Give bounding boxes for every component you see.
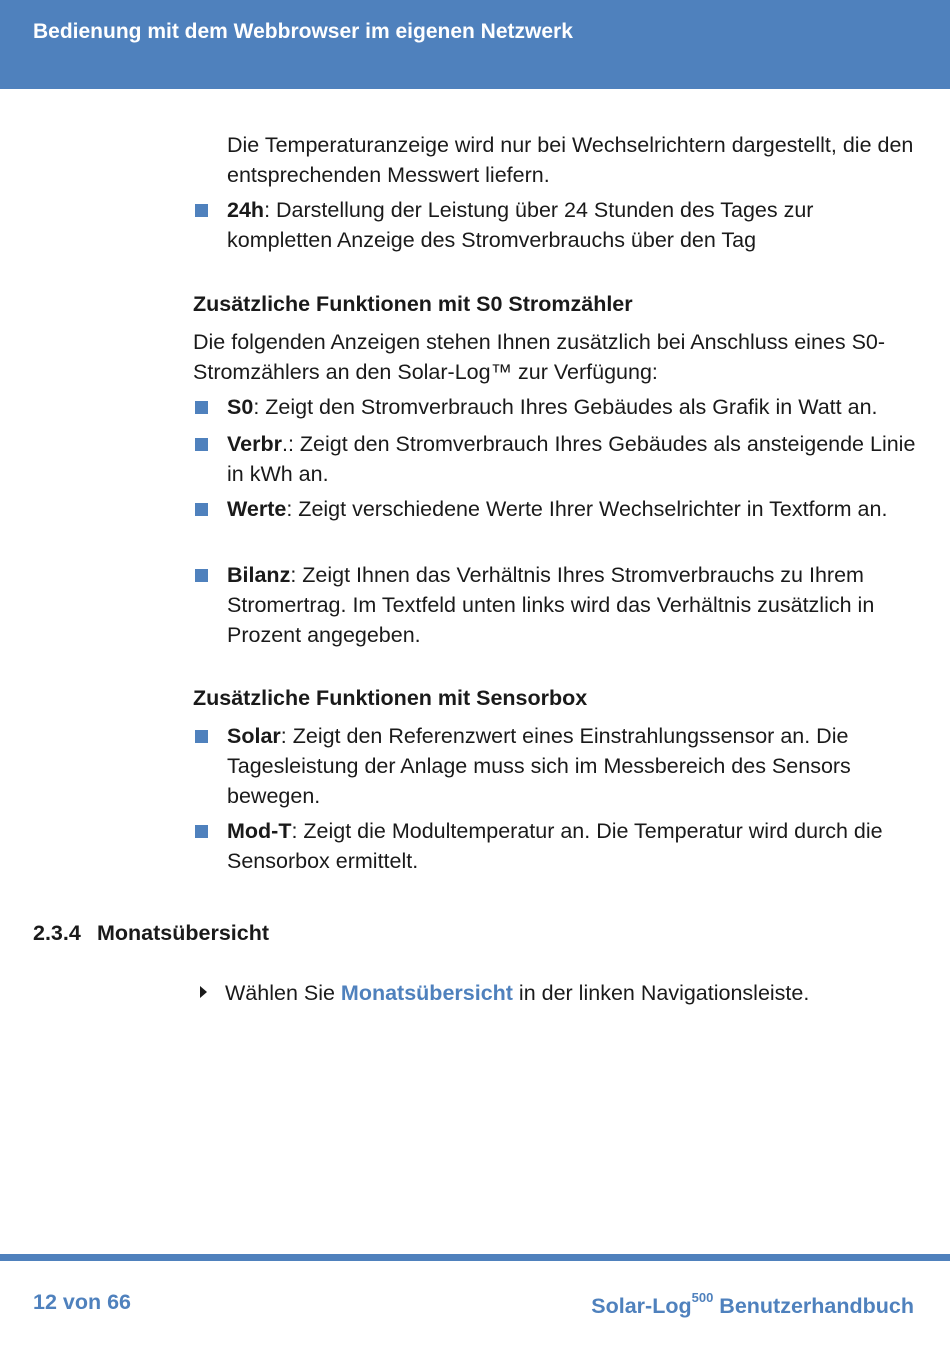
bullet-text: .: Zeigt den Stromverbrauch Ihres Gebäudes als ansteigende Linie in kWh an. bbox=[227, 432, 916, 486]
bullet-square-icon bbox=[195, 438, 208, 451]
action-suffix: in der linken Navigationsleiste. bbox=[512, 981, 810, 1005]
bullet-square-icon bbox=[195, 730, 208, 743]
action-prefix: Wählen Sie bbox=[225, 981, 341, 1005]
bullet-term: 24h bbox=[227, 198, 265, 222]
bullet-square-icon bbox=[195, 503, 208, 516]
bullet-square-icon bbox=[195, 204, 208, 217]
bullet-square-icon bbox=[195, 825, 208, 838]
section-title: Monatsübersicht bbox=[97, 921, 270, 945]
bullet-term: Verbr bbox=[227, 432, 282, 456]
bullet-text: : Zeigt den Referenzwert eines Einstrahlungssensor an. Die Tagesleistung der Anlage muss sich im Messbereich des Sensors bewegen. bbox=[227, 724, 851, 808]
footer-divider bbox=[0, 1254, 950, 1261]
product-model: 500 bbox=[691, 1290, 714, 1305]
page-header bbox=[0, 0, 950, 89]
bullet-text: : Zeigt den Stromverbrauch Ihres Gebäudes als Grafik in Watt an. bbox=[253, 395, 878, 419]
bullet-text: : Zeigt Ihnen das Verhältnis Ihres Stromverbrauchs zu Ihrem Stromertrag. Im Textfeld unten links wird das Verhältnis zusätzlich in Prozent angegeben. bbox=[227, 563, 875, 647]
bullet-text: : Darstellung der Leistung über 24 Stunden des Tages zur kompletten Anzeige des Stromverbrauchs über den Tag bbox=[227, 198, 814, 252]
footer-product bbox=[591, 1290, 914, 1319]
s0-intro: Die folgenden Anzeigen stehen Ihnen zusätzlich bei Anschluss eines S0-Stromzählers an den Solar-Log™ zur Verfügung: bbox=[193, 330, 886, 384]
page-number: 12 von 66 bbox=[33, 1290, 131, 1314]
sensor-heading: Zusätzliche Funktionen mit Sensorbox bbox=[193, 686, 588, 710]
bullet-term: Solar bbox=[227, 724, 281, 748]
intro-continuation: Die Temperaturanzeige wird nur bei Wechselrichtern dargestellt, die den entsprechenden Messwert liefern. bbox=[227, 133, 914, 187]
s0-heading: Zusätzliche Funktionen mit S0 Stromzähler bbox=[193, 292, 633, 316]
bullet-text: : Zeigt die Modultemperatur an. Die Temperatur wird durch die Sensorbox ermittelt. bbox=[227, 819, 883, 873]
bullet-text: : Zeigt verschiedene Werte Ihrer Wechselrichter in Textform an. bbox=[286, 497, 888, 521]
triangle-right-icon bbox=[200, 986, 207, 998]
product-name: Solar-Log bbox=[591, 1294, 692, 1318]
manual-name: Benutzerhandbuch bbox=[713, 1294, 914, 1318]
section-number: 2.3.4 bbox=[33, 921, 81, 945]
bullet-square-icon bbox=[195, 569, 208, 582]
bullet-term: S0 bbox=[227, 395, 254, 419]
bullet-term: Mod-T bbox=[227, 819, 292, 843]
bullet-term: Werte bbox=[227, 497, 287, 521]
section-heading bbox=[33, 921, 269, 946]
header-title: Bedienung mit dem Webbrowser im eigenen Netzwerk bbox=[33, 20, 573, 43]
bullet-square-icon bbox=[195, 401, 208, 414]
bullet-term: Bilanz bbox=[227, 563, 291, 587]
monatsuebersicht-link[interactable]: Monatsübersicht bbox=[340, 981, 513, 1005]
action-step bbox=[200, 978, 809, 1008]
